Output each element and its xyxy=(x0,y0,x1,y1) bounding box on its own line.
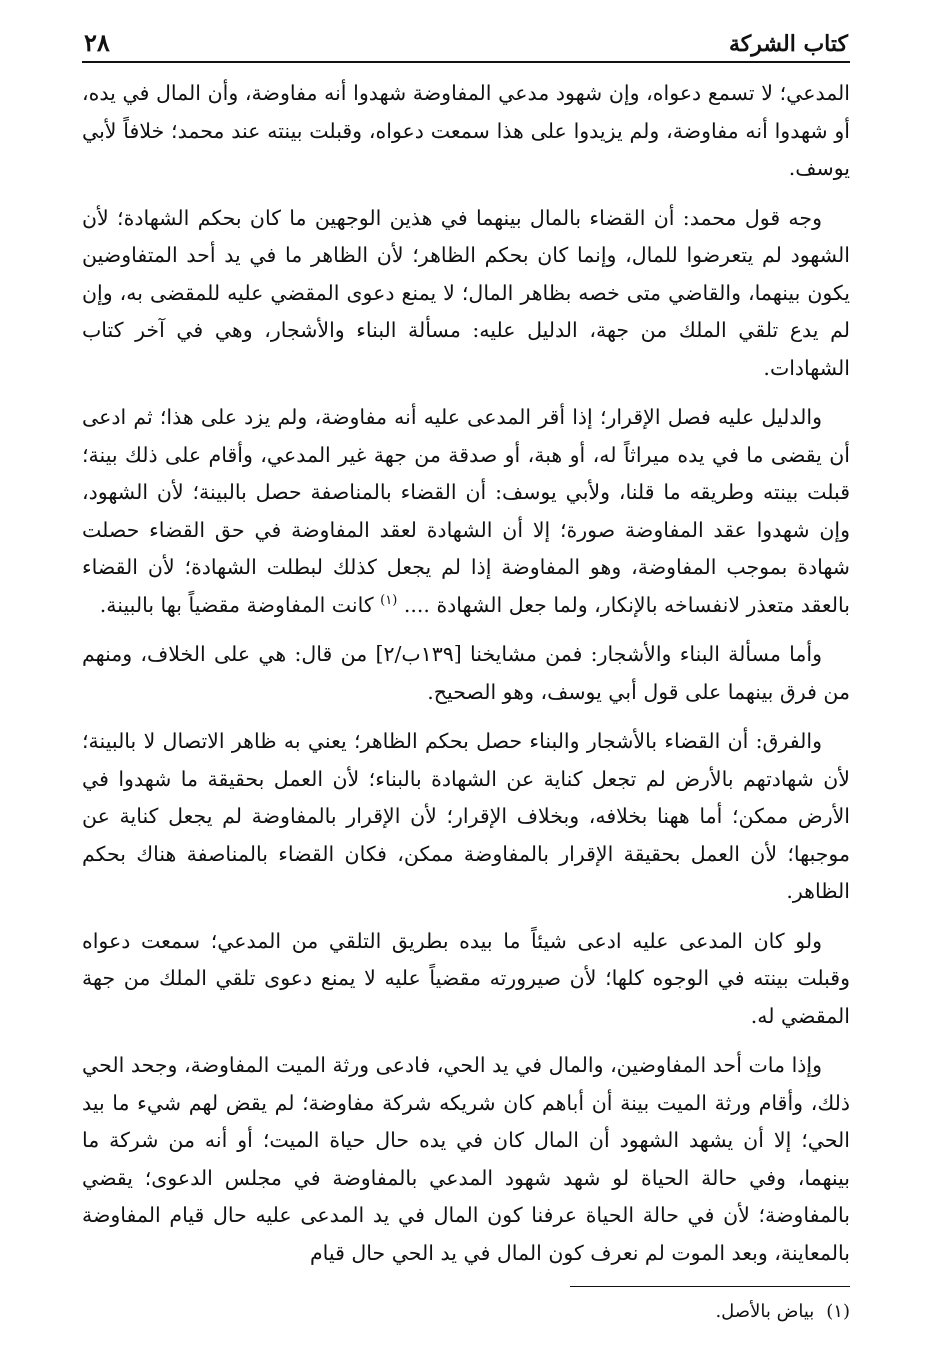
paragraph-7: وإذا مات أحد المفاوضين، والمال في يد الحي، فادعى ورثة الميت المفاوضة، وجحد الحي ذلك، وأقام ورثة الميت بينة أن أباهم كان شريكه شركة مفاوضة؛ لم يقض لهم شيء ما بيد الحي؛ إلا أن يشهد الشهود أن المال كان في يده حال حياة الميت؛ أو أنه من شركة ما بينهما، وفي حالة الحياة لو شهد شهود المدعي بالمفاوضة في مجلس الدعوى؛ يقضي بالمفاوضة؛ لأن في حالة الحياة عرفنا كون المال في يد المدعى عليه حال قيام المفاوضة بالمعاينة، وبعد الموت لم نعرف كون المال في يد الحي حال قيام xyxy=(82,1053,850,1265)
page-number: ٢٨ xyxy=(84,28,110,57)
footnote-number: (١) xyxy=(826,1301,850,1322)
paragraph-5: والفرق: أن القضاء بالأشجار والبناء حصل بحكم الظاهر؛ يعني به ظاهر الاتصال لا بالبينة؛ لأن شهادتهم بالأرض لم تجعل كناية عن الشهادة بالبناء؛ لأن العمل بحقيقة ما شهدوا في الأرض ممكن؛ أما ههنا بخلافه، وبخلاف الإقرار؛ لأن الإقرار بالمفاوضة لم يجعل كناية عن موجبها؛ لأن العمل بحقيقة الإقرار بالمفاوضة ممكن، فكان القضاء بالمناصفة هناك بحكم الظاهر. xyxy=(82,729,850,903)
paragraph-6: ولو كان المدعى عليه ادعى شيئاً ما بيده بطريق التلقي من المدعي؛ سمعت دعواه وقبلت بينته في الوجوه كلها؛ لأن صيرورته مقضياً عليه لا يمنع دعوى تلقي الملك من جهة المقضي له. xyxy=(82,928,850,1028)
main-text xyxy=(82,75,850,1272)
footnote-text: بياض بالأصل. xyxy=(715,1301,815,1322)
footnote xyxy=(82,1297,850,1327)
paragraph-3-text: والدليل عليه فصل الإقرار؛ إذا أقر المدعى عليه أنه مفاوضة، ولم يزد على هذا؛ ثم ادعى أن يقضى ما في يده ميراثاً له، أو هبة، أو صدقة من جهة غير المدعي، وأقام على ذلك بينة؛ قبلت بينته وطريقه ما قلنا، ولأبي يوسف: أن القضاء بالمناصفة حصل بالبينة؛ لأن الشهود، وإن شهدوا عقد المفاوضة صورة؛ إلا أن الشهادة لعقد المفاوضة في حق القضاء حصلت شهادة بموجب المفاوضة، وهو المفاوضة إذا لم يجعل كذلك لبطلت الشهادة؛ لأن القضاء بالعقد متعذر لانفساخه بالإنكار، ولما جعل الشهادة xyxy=(82,405,850,617)
ellipsis: .... xyxy=(403,592,430,617)
footnote-separator xyxy=(570,1286,850,1287)
paragraph-1: المدعي؛ لا تسمع دعواه، وإن شهود مدعي المفاوضة شهدوا أنه مفاوضة، وأن المال في يده، أو شهدوا أنه مفاوضة، ولم يزيدوا على هذا سمعت دعواه، وقبلت بينته عند محمد؛ خلافاً لأبي يوسف. xyxy=(82,81,850,180)
page-header xyxy=(82,28,850,63)
footnote-reference: (١) xyxy=(380,592,398,608)
paragraph-3-tail: كانت المفاوضة مقضياً بها بالبينة. xyxy=(99,592,374,617)
paragraph-2: وجه قول محمد: أن القضاء بالمال بينهما في هذين الوجهين ما كان بحكم الشهادة؛ لأن الشهود لم يتعرضوا للمال، وإنما كان بحكم الظاهر؛ لأن الظاهر ما في يد أحد المتفاوضين يكون بينهما، والقاضي متى خصه بظاهر المال؛ لا يمنع دعوى المقضي عليه للمقضى به، وإن لم يدع تلقي الملك من جهة، الدليل عليه: مسألة البناء والأشجار، وهي في آخر كتاب الشهادات. xyxy=(82,205,850,380)
paragraph-3 xyxy=(82,399,850,624)
running-title: كتاب الشركة xyxy=(728,31,848,57)
paragraph-4: وأما مسألة البناء والأشجار: فمن مشايخنا [١٣٩ب/٢] من قال: هي على الخلاف، ومنهم من فرق بينهما على قول أبي يوسف، وهو الصحيح. xyxy=(82,642,850,704)
